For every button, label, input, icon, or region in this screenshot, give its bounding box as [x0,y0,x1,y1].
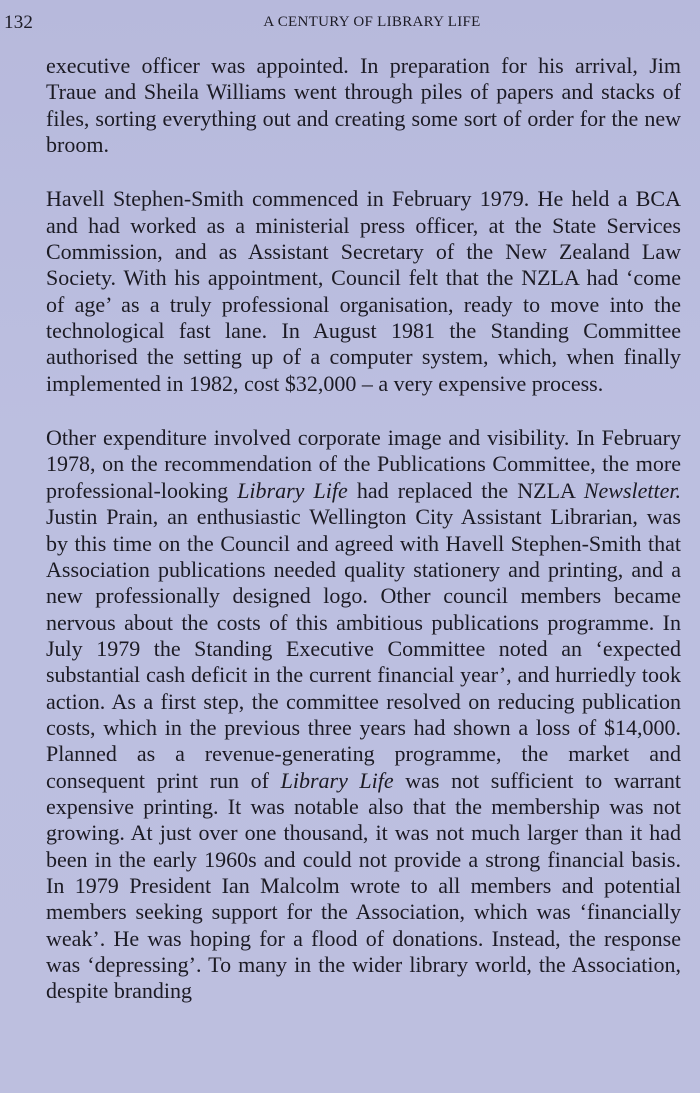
page-number: 132 [4,12,34,33]
italic-title-library-life-2: Library Life [280,767,394,793]
page-header [4,12,680,36]
italic-title-newsletter: Newsletter. [583,477,681,503]
paragraph-1: executive officer was appointed. In preparation for his arrival, Jim Traue and Sheila Williams went through piles of papers and stacks of files, sorting everything out and creating some sort of order for the new broom. [46,53,681,158]
paragraph-3-part-3: Justin Prain, an enthusiastic Wellington City Assistant Librarian, was by this time on the Council and agreed with Havell Stephen-Smith that Association publications needed quality stationery and printing, and a new professionally designed logo. Other council members became nervous about the costs of this ambitious publications programme. In July 1979 the Standing Executive Committee noted an ‘expected substantial cash deficit in the current financial year’, and hurriedly took action. As a first step, the committee resolved on reducing publication costs, which in the previous three years had shown a loss of $14,000. Planned as a revenue-generating programme, the market and consequent print run of [46,504,681,793]
paragraph-3-part-1: Other expenditure involved corporate image and visibility. In February 1978, on the recommendation of the Publications Committee, the more professional-looking [46,425,681,503]
text-body [46,53,681,1033]
paragraph-3 [46,425,681,1005]
paragraph-3-part-2: had replaced the NZLA [347,477,584,503]
paragraph-3-part-4: was not sufficient to warrant expensive printing. It was notable also that the membership was not growing. At just over one thousand, it was not much larger than it had been in the early 1960s and could not provide a strong financial basis. In 1979 President Ian Malcolm wrote to all members and potential members seeking support for the Association, which was ‘financially weak’. He was hoping for a flood of donations. Instead, the response was ‘depressing’. To many in the wider library world, the Association, despite branding [46,767,681,1004]
paragraph-2: Havell Stephen-Smith commenced in February 1979. He held a BCA and had worked as a ministerial press officer, at the State Services Commission, and as Assistant Secretary of the New Zealand Law Society. With his appointment, Council felt that the NZLA had ‘come of age’ as a truly professional organisation, ready to move into the technological fast lane. In August 1981 the Standing Committee authorised the setting up of a computer system, which, when finally implemented in 1982, cost $32,000 – a very expensive process. [46,186,681,396]
italic-title-library-life: Library Life [237,477,348,503]
running-title: A CENTURY OF LIBRARY LIFE [263,14,481,30]
